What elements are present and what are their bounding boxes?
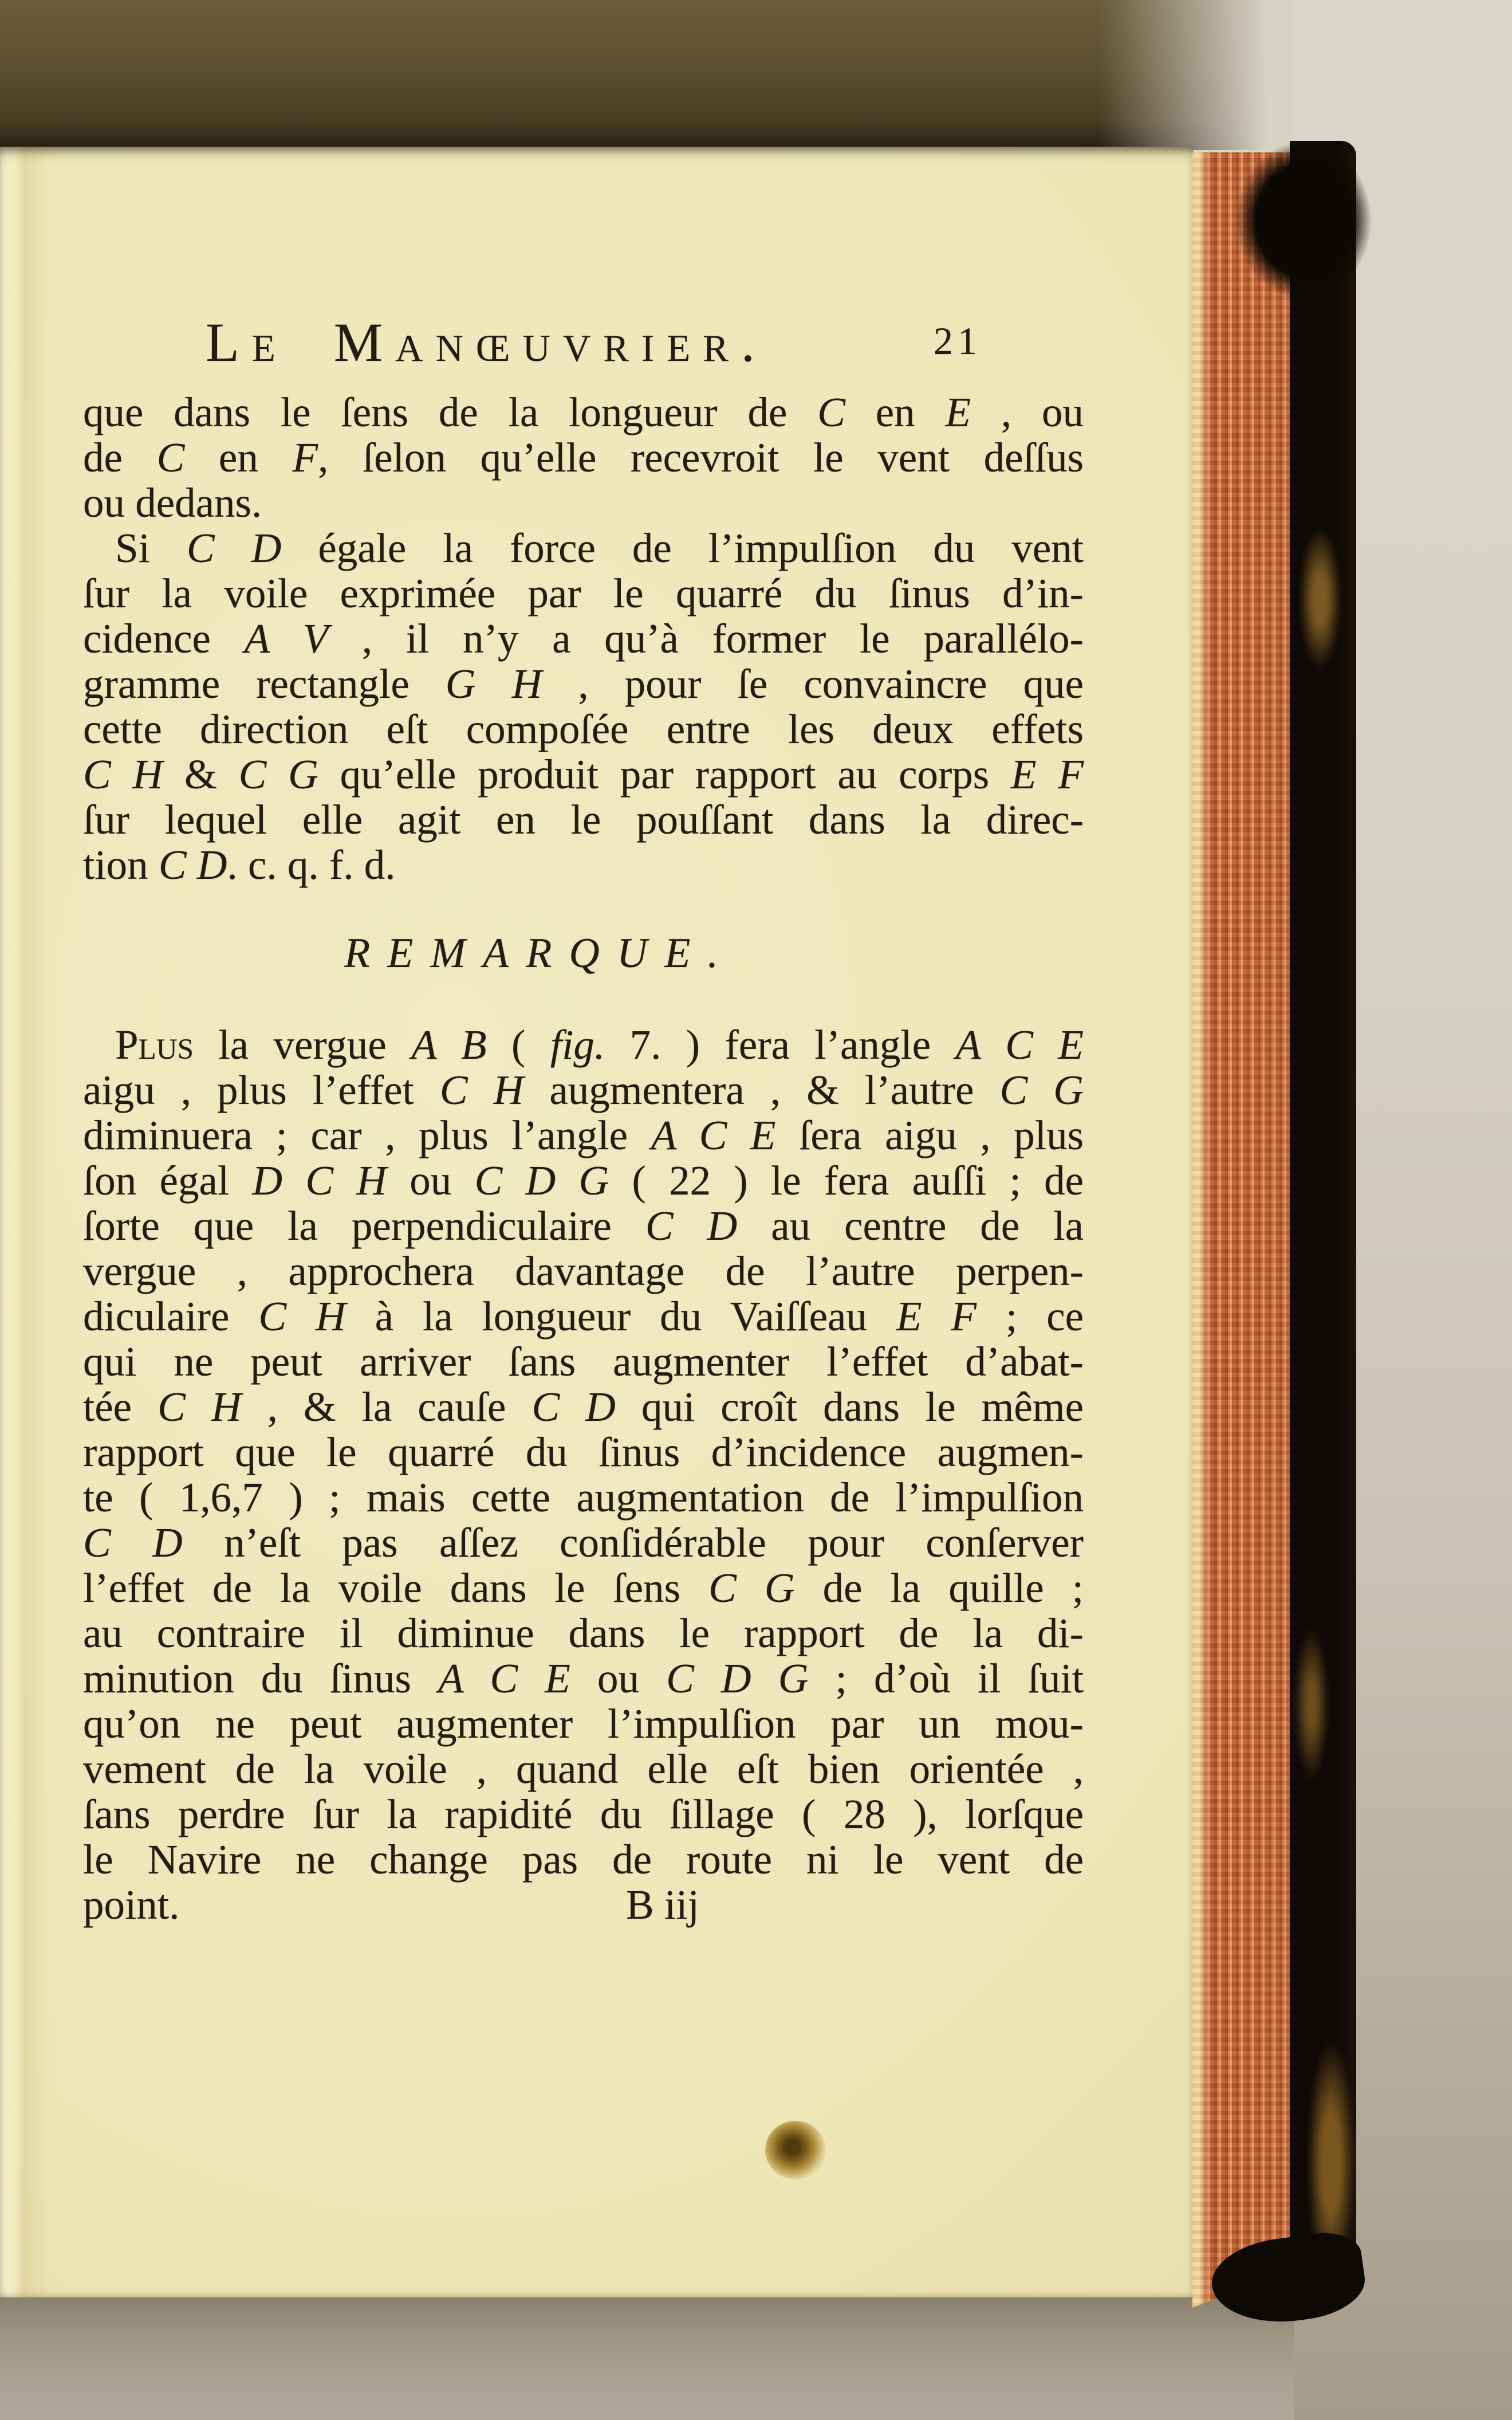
text-line: qu’on ne peut augmenter l’impulſion par un mou- (83, 1700, 1084, 1747)
paragraph-block-2 (83, 1022, 1084, 1927)
text-line: rapport que le quarré du ſinus d’incidence augmen- (83, 1429, 1084, 1475)
text-line: au contraire il diminue dans le rapport de la di- (83, 1610, 1084, 1656)
section-heading: REMARQUE. (344, 930, 736, 977)
text-line: te ( 1,6,7 ) ; mais cette augmentation de l’impulſion (83, 1474, 1084, 1521)
text-line: le Navire ne change pas de route ni le vent de (83, 1836, 1084, 1883)
text-line: gramme rectangle G H , pour ſe convaincre que (83, 661, 1084, 707)
running-header (83, 311, 1082, 385)
last-word: point. (83, 1881, 180, 1928)
ink-stain (765, 2121, 826, 2179)
text-line: C H & C G qu’elle produit par rapport au corps E F (83, 751, 1084, 798)
book-fore-edge (1192, 152, 1293, 2308)
text-line: cette direction eſt compoſée entre les deux effets (83, 706, 1084, 752)
text-line: tée C H , & la cauſe C D qui croît dans le même (83, 1384, 1084, 1430)
text-line: diminuera ; car , plus l’angle A C E ſera aigu , plus (83, 1112, 1084, 1158)
book-page (0, 147, 1194, 2297)
text-line: vergue , approchera davantage de l’autre perpen- (83, 1248, 1084, 1294)
binding-top-shadow (1219, 124, 1403, 378)
running-title: Le Manœuvrier. (206, 312, 767, 373)
paragraph-block-1 (83, 390, 1084, 887)
section-heading-row (83, 929, 1082, 978)
text-line: que dans le ſens de la longueur de C en E , ou (83, 389, 1084, 435)
text-line: ſon égal D C H ou C D G ( 22 ) le fera auſſi ; de (83, 1157, 1084, 1204)
text-line: vement de la voile , quand elle eſt bien orientée , (83, 1746, 1084, 1792)
text-line: diculaire C H à la longueur du Vaiſſeau E F ; ce (83, 1293, 1084, 1339)
text-line: l’effet de la voile dans le ſens C G de la quille ; (83, 1565, 1084, 1611)
text-line: ſans perdre ſur la rapidité du ſillage ( 28 ), lorſque (83, 1791, 1084, 1837)
text-line: Plus la vergue A B ( fig. 7. ) fera l’angle A C E (115, 1022, 1084, 1068)
text-line: minution du ſinus A C E ou C D G ; d’où il ſuit (83, 1655, 1084, 1702)
text-line: Si C D égale la force de l’impulſion du vent (115, 525, 1084, 571)
binding-wear-spot (1299, 527, 1341, 670)
table-shadow-below-book (0, 2295, 1294, 2420)
page-number: 21 (934, 319, 982, 363)
text-line: qui ne peut arriver ſans augmenter l’effet d’abat- (83, 1338, 1084, 1385)
text-line: ou dedans. (83, 480, 262, 526)
text-line: ſur la voile exprimée par le quarré du ſinus d’in- (83, 570, 1084, 616)
text-line-last (83, 1882, 1084, 1927)
text-line: de C en F, ſelon qu’elle recevroit le vent deſſus (83, 434, 1084, 481)
text-line: aigu , plus l’effet C H augmentera , & l’autre C G (83, 1067, 1084, 1113)
text-line: ſorte que la perpendiculaire C D au centre de la (83, 1203, 1084, 1249)
book-top-edge-shadow (0, 0, 1293, 150)
text-line: cidence A V , il n’y a qu’à former le parallélo- (83, 615, 1084, 662)
text-line: C D n’eſt pas aſſez conſidérable pour conſerver (83, 1519, 1084, 1566)
signature-mark: B iij (626, 1881, 699, 1928)
text-line: tion C D. c. q. f. d. (83, 842, 396, 888)
text-line: ſur lequel elle agit en le pouſſant dans la direc- (83, 796, 1084, 843)
book-binding (1290, 141, 1356, 2302)
binding-wear-spot (1294, 1627, 1329, 1782)
